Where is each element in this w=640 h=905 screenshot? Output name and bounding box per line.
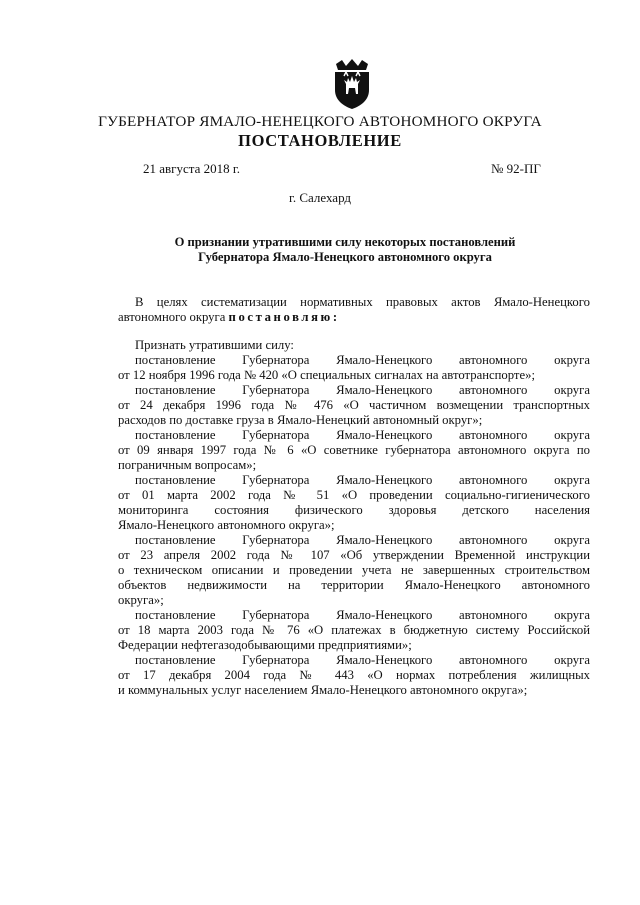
list-item-line: мониторинга состояния физического здоровья детского населения (118, 503, 590, 517)
document-city: г. Салехард (288, 190, 352, 205)
list-item-line: расходов по доставке груза в Ямало-Ненецкий автономный округ»; (118, 413, 483, 427)
list-item-line: объектов недвижимости на территории Ямало-Ненецкого автономного (118, 578, 590, 592)
list-item-line: от 12 ноября 1996 года № 420 «О специальных сигналах на автотранспорте»; (118, 368, 535, 382)
list-item-line: постановление Губернатора Ямало-Ненецкого автономного округа (135, 608, 590, 622)
list-item-line: пограничным вопросам»; (118, 458, 257, 472)
list-item-line: постановление Губернатора Ямало-Ненецкого автономного округа (135, 653, 590, 667)
document-title-line: О признании утратившими силу некоторых постановлений (174, 235, 516, 249)
list-item-line: от 23 апреля 2002 года № 107 «Об утверждении Временной инструкции (118, 548, 590, 562)
document-type: ПОСТАНОВЛЕНИЕ (238, 131, 402, 150)
document-title-line: Губернатора Ямало-Ненецкого автономного округа (198, 250, 492, 264)
preamble-line (118, 310, 590, 325)
list-item-line: постановление Губернатора Ямало-Ненецкого автономного округа (135, 353, 590, 367)
list-item-line: и коммунальных услуг населением Ямало-Ненецкого автономного округа»; (118, 683, 528, 697)
list-item-line: постановление Губернатора Ямало-Ненецкого автономного округа (135, 533, 590, 547)
list-item-line: округа»; (118, 593, 164, 607)
document-number: № 92-ПГ (491, 161, 541, 176)
list-item-line: Федерации нефтегазодобывающими предприятиями»; (118, 638, 412, 652)
list-item-line: о техническом описании и проведении учета не завершенных строительством (118, 563, 590, 577)
preamble-line: В целях систематизации нормативных правовых актов Ямало-Ненецкого (135, 295, 590, 309)
coat-of-arms-icon (326, 58, 378, 110)
list-item-line: от 24 декабря 1996 года № 476 «О частичном возмещении транспортных (118, 398, 590, 412)
document-date: 21 августа 2018 г. (143, 161, 240, 176)
preamble-text: автономного округа (118, 310, 226, 324)
list-item-line: от 18 марта 2003 года № 76 «О платежах в бюджетную систему Российской (118, 623, 590, 637)
list-item-line: от 17 декабря 2004 года № 443 «О нормах потребления жилищных (118, 668, 590, 682)
intro-line: Признать утратившими силу: (135, 338, 294, 352)
list-item-line: от 09 января 1997 года № 6 «О советнике губернатора автономного округа по (118, 443, 590, 457)
issuer-heading: ГУБЕРНАТОР ЯМАЛО-НЕНЕЦКОГО АВТОНОМНОГО ОКРУГА (98, 113, 542, 130)
list-item-line: от 01 марта 2002 года № 51 «О проведении социально-гигиенического (118, 488, 590, 502)
list-item-line: Ямало-Ненецкого автономного округа»; (118, 518, 335, 532)
preamble-verb: постановляю: (228, 310, 340, 324)
list-item-line: постановление Губернатора Ямало-Ненецкого автономного округа (135, 383, 590, 397)
list-item-line: постановление Губернатора Ямало-Ненецкого автономного округа (135, 428, 590, 442)
list-item-line: постановление Губернатора Ямало-Ненецкого автономного округа (135, 473, 590, 487)
